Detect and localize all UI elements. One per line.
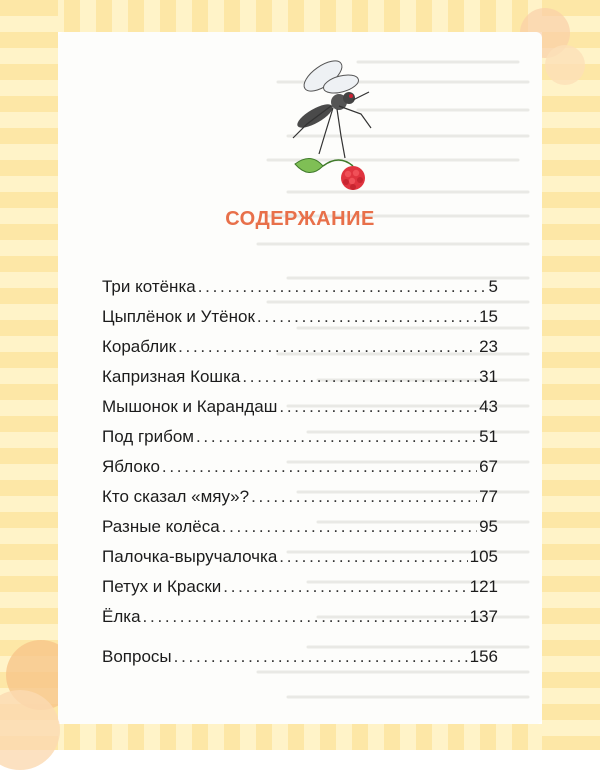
toc-entry-title: Кто сказал «мяу»?	[102, 487, 250, 506]
contents-heading: СОДЕРЖАНИЕ	[225, 208, 375, 230]
toc-entry-page-number: 156	[469, 647, 498, 666]
toc-entry-title: Палочка-выручалочка	[102, 547, 278, 566]
toc-entry	[102, 362, 498, 392]
toc-entry-page-number: 43	[479, 397, 498, 416]
toc-dot-leader	[143, 602, 468, 632]
toc-dot-leader	[279, 542, 467, 572]
decorative-border-left	[0, 0, 58, 750]
toc-dot-leader	[257, 302, 477, 332]
toc-dot-leader	[251, 482, 477, 512]
toc-dot-leader	[162, 452, 477, 482]
toc-entry-page-number: 105	[469, 547, 498, 566]
toc-entry	[102, 302, 498, 332]
toc-entry-page-number: 67	[479, 457, 498, 476]
toc-entry-title: Мышонок и Карандаш	[102, 397, 278, 416]
toc-entry-title: Цыплёнок и Утёнок	[102, 307, 255, 326]
toc-entry	[102, 392, 498, 422]
toc-dot-leader	[196, 422, 477, 452]
toc-entry-page-number: 77	[479, 487, 498, 506]
mosquito-with-raspberry-icon	[253, 54, 383, 214]
toc-entry	[102, 512, 498, 542]
toc-entry	[102, 602, 498, 632]
corner-circle-decoration	[545, 45, 585, 85]
table-of-contents	[102, 272, 498, 672]
toc-entry-page-number: 137	[469, 607, 498, 626]
toc-entry-title: Яблоко	[102, 457, 160, 476]
toc-entry-title: Петух и Краски	[102, 577, 222, 596]
toc-entry-page-number: 15	[479, 307, 498, 326]
toc-entry-page-number: 51	[479, 427, 498, 446]
book-page	[58, 32, 542, 724]
toc-entry-page-number: 31	[479, 367, 498, 386]
toc-dot-leader	[178, 332, 477, 362]
toc-dot-leader	[222, 512, 477, 542]
toc-entry-title: Кораблик	[102, 337, 177, 356]
toc-entry-page-number: 121	[469, 577, 498, 596]
toc-entry-title: Под грибом	[102, 427, 194, 446]
toc-entry-page-number: 23	[479, 337, 498, 356]
toc-entry	[102, 422, 498, 452]
toc-entry-title: Разные колёса	[102, 517, 220, 536]
toc-entry-page-number: 95	[479, 517, 498, 536]
toc-entry	[102, 572, 498, 602]
toc-entry-title: Ёлка	[102, 607, 141, 626]
toc-entry	[102, 482, 498, 512]
decorative-border-bottom	[0, 724, 600, 750]
toc-entry	[102, 542, 498, 572]
toc-dot-leader	[242, 362, 477, 392]
decorative-border-right	[542, 0, 600, 750]
toc-entry	[102, 272, 498, 302]
toc-entry-title: Три котёнка	[102, 277, 196, 296]
toc-entry-title: Вопросы	[102, 647, 172, 666]
toc-entry	[102, 642, 498, 672]
toc-entry	[102, 452, 498, 482]
toc-dot-leader	[223, 572, 467, 602]
toc-entry	[102, 332, 498, 362]
toc-entry-page-number: 5	[488, 277, 498, 296]
toc-dot-leader	[279, 392, 477, 422]
toc-entry-title: Капризная Кошка	[102, 367, 241, 386]
toc-dot-leader	[174, 642, 468, 672]
toc-dot-leader	[198, 272, 487, 302]
decorative-border-top	[0, 0, 600, 32]
